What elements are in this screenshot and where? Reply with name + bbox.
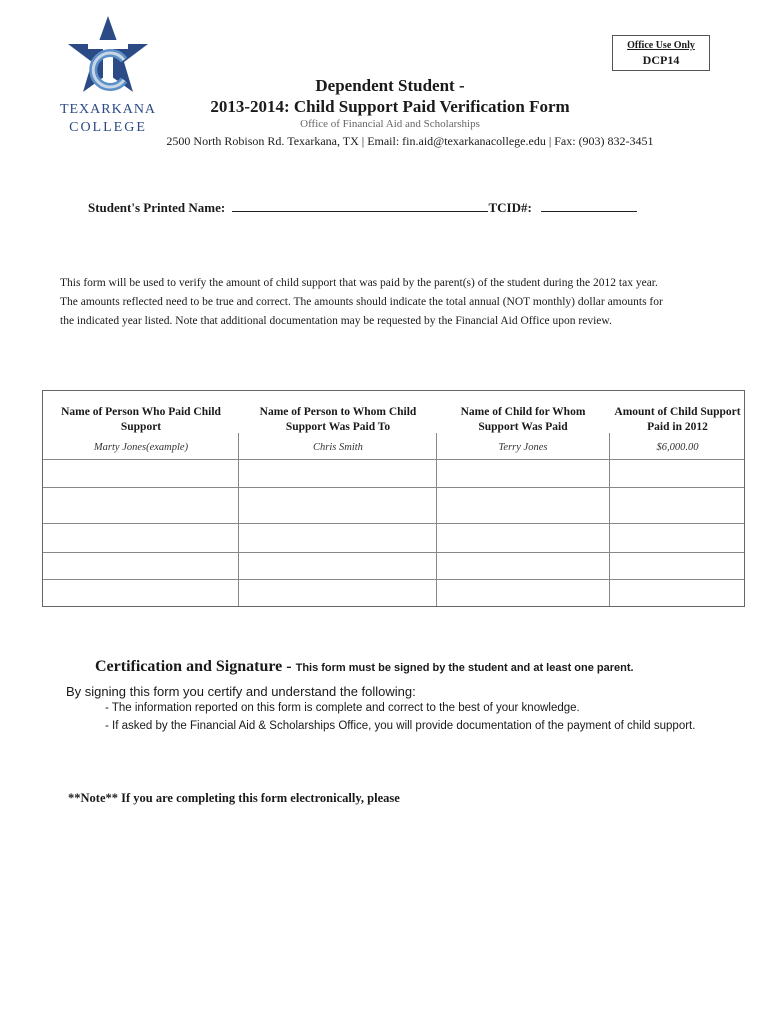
office-use-label: Office Use Only: [627, 40, 695, 51]
intro-line: This form will be used to verify the amount of child support that was paid by the parent(s) of the student during the 2012 tax year.: [60, 277, 658, 289]
form-title-line1: Dependent Student -: [315, 76, 465, 95]
certification-subtitle: This form must be signed by the student and at least one parent.: [295, 662, 634, 674]
contact-address: 2500 North Robison Rd. Texarkana, TX | Email: fin.aid@texarkanacollege.edu | Fax: (903) 832-3451: [166, 134, 654, 148]
column-header-recipient: Name of Person to Whom Child Support Was Paid To: [259, 406, 417, 433]
example-cell-amount: $6,000.00: [656, 442, 699, 453]
certification-bullet: - The information reported on this form is complete and correct to the best of your knowledge.: [105, 702, 580, 714]
tcid-label: TCID#:: [488, 200, 532, 215]
logo-text-college: COLLEGE: [69, 120, 147, 135]
student-info-line: [88, 200, 637, 216]
tcid-field[interactable]: [541, 200, 637, 212]
certification-intro: By signing this form you certify and understand the following:: [66, 684, 416, 699]
table-row[interactable]: [43, 460, 744, 487]
office-use-box: [612, 35, 710, 71]
column-header-payer: Name of Person Who Paid Child Support: [61, 406, 221, 433]
electronic-note: **Note** If you are completing this form electronically, please: [68, 791, 400, 805]
student-name-field[interactable]: [232, 200, 488, 212]
column-header-amount: Amount of Child Support Paid in 2012: [614, 406, 741, 433]
example-cell-recipient: Chris Smith: [313, 442, 363, 453]
certification-title: Certification and Signature -: [95, 658, 296, 675]
example-cell-child: Terry Jones: [498, 442, 548, 453]
form-title-line2: 2013-2014: Child Support Paid Verification Form: [210, 97, 570, 116]
table-row[interactable]: [43, 488, 744, 523]
intro-line: the indicated year listed. Note that additional documentation may be requested by the Financial Aid Office upon review.: [60, 315, 612, 327]
student-name-label: Student's Printed Name:: [88, 200, 226, 215]
table-row[interactable]: [43, 580, 744, 607]
certification-heading: [95, 658, 634, 676]
office-name: Office of Financial Aid and Scholarships: [300, 118, 480, 130]
star-logo-icon: [66, 14, 150, 102]
logo-text-texarkana: TEXARKANA: [59, 102, 157, 117]
intro-line: The amounts reflected need to be true and correct. The amounts should indicate the total annual (NOT monthly) dollar amounts for: [60, 296, 663, 308]
table-row[interactable]: [43, 553, 744, 579]
college-logo: [58, 14, 158, 136]
child-support-table: [42, 390, 745, 607]
form-code: DCP14: [642, 53, 680, 67]
column-header-child: Name of Child for Whom Support Was Paid: [460, 406, 586, 433]
table-row[interactable]: [43, 524, 744, 552]
example-cell-payer: Marty Jones(example): [93, 442, 189, 453]
intro-paragraph: [60, 274, 730, 331]
certification-bullet: - If asked by the Financial Aid & Scholarships Office, you will provide documentation of the payment of child support.: [105, 720, 696, 732]
